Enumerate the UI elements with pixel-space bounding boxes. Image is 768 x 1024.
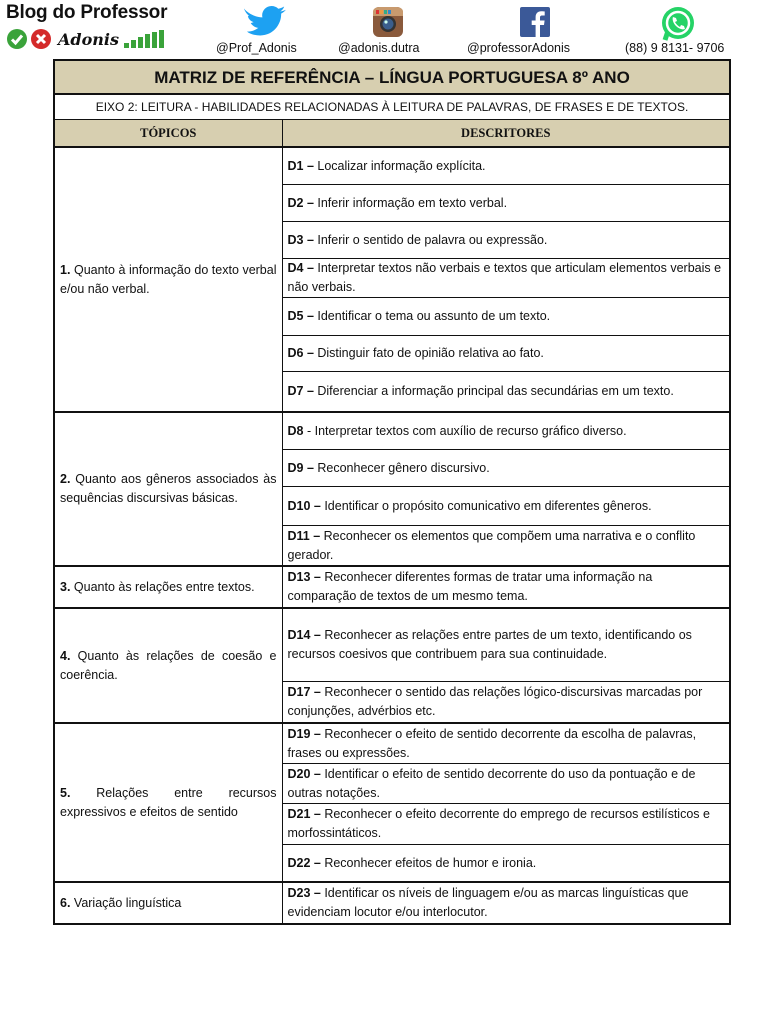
- descriptor-cell: [282, 845, 730, 883]
- descriptor-text: Inferir o sentido de palavra ou expressão.: [313, 232, 548, 247]
- descriptor-text: Identificar o tema ou assunto de um texto.: [313, 309, 551, 323]
- descriptor-code: D20 –: [287, 766, 321, 781]
- descriptor-text: Reconhecer o efeito de sentido decorrente da escolha de palavras, frases ou expressões.: [287, 726, 697, 760]
- descriptor-cell: [282, 450, 730, 487]
- descriptor-text: Reconhecer diferentes formas de tratar uma informação na comparação de textos de um mesmo tema.: [287, 570, 653, 603]
- topic-text: Quanto aos gêneros associados às sequências discursivas básicas.: [60, 472, 277, 505]
- topic-number: 4.: [60, 648, 71, 663]
- topic-text: Quanto às relações de coesão e coerência.: [60, 648, 277, 682]
- descriptor-code: D19 –: [287, 726, 321, 741]
- topic-number: 2.: [60, 472, 71, 486]
- descriptor-text: Reconhecer efeitos de humor e ironia.: [320, 855, 537, 870]
- table-row: [54, 882, 730, 924]
- descriptor-code: D23 –: [287, 886, 321, 900]
- topic-number: 1.: [60, 262, 71, 277]
- topic-text: Relações entre recursos expressivos e efeitos de sentido: [60, 785, 277, 819]
- descriptor-cell: [282, 764, 730, 804]
- descriptor-text: Reconhecer o sentido das relações lógico-discursivas marcadas por conjunções, advérbios etc.: [287, 685, 703, 718]
- table-row: [54, 566, 730, 608]
- check-icon: [6, 28, 28, 50]
- descriptor-text: Identificar o propósito comunicativo em diferentes gêneros.: [320, 498, 652, 513]
- descriptor-code: D14 –: [287, 628, 321, 642]
- whatsapp-handle: (88) 9 8131- 9706: [625, 41, 725, 55]
- instagram-icon: [372, 6, 404, 38]
- descriptor-cell: [282, 222, 730, 259]
- descriptor-cell: [282, 804, 730, 845]
- topic-cell: [54, 147, 282, 412]
- table-row: [54, 412, 730, 450]
- descriptor-code: D1 –: [287, 158, 314, 173]
- descriptor-text: Distinguir fato de opinião relativa ao fato.: [313, 346, 544, 360]
- topic-text: Variação linguística: [70, 895, 182, 910]
- document-title: MATRIZ DE REFERÊNCIA – LÍNGUA PORTUGUESA 8º ANO: [54, 60, 730, 94]
- topic-number: 6.: [60, 895, 71, 910]
- descriptor-text: Identificar o efeito de sentido decorrente do uso da pontuação e de outras notações.: [287, 766, 696, 800]
- descriptor-code: D11 –: [287, 528, 321, 543]
- blog-header: [0, 0, 768, 60]
- descriptor-cell: [282, 882, 730, 924]
- descriptor-cell: [282, 185, 730, 222]
- descriptor-text: Identificar os níveis de linguagem e/ou as marcas linguísticas que evidenciam locutor e/ou interlocutor.: [287, 886, 689, 919]
- brand-row: [6, 28, 169, 50]
- topic-cell: [54, 882, 282, 924]
- topics-column-header: TÓPICOS: [54, 120, 282, 148]
- descriptor-cell: [282, 147, 730, 185]
- descriptor-cell: [282, 487, 730, 526]
- descriptor-code: D10 –: [287, 498, 321, 513]
- descriptor-text: Reconhecer o efeito decorrente do emprego de recursos estilísticos e morfossintáticos.: [287, 807, 710, 840]
- descriptor-text: Reconhecer os elementos que compõem uma narrativa e o conflito gerador.: [287, 528, 696, 562]
- cross-icon: [30, 28, 52, 50]
- whatsapp-icon: [660, 6, 696, 42]
- eixo-description: EIXO 2: LEITURA - HABILIDADES RELACIONADAS À LEITURA DE PALAVRAS, DE FRASES E DE TEXTOS.: [54, 94, 730, 120]
- descriptor-cell: [282, 566, 730, 608]
- table-row: [54, 608, 730, 682]
- descriptor-cell: [282, 298, 730, 336]
- topic-cell: [54, 608, 282, 723]
- topic-cell: [54, 412, 282, 566]
- descriptor-cell: [282, 372, 730, 413]
- descriptor-code: D8: [287, 423, 304, 438]
- facebook-icon: [519, 6, 551, 38]
- descriptor-cell: [282, 526, 730, 567]
- title-row: [54, 60, 730, 94]
- descriptor-code: D4 –: [287, 261, 314, 275]
- reference-matrix-table: [53, 59, 731, 925]
- descriptor-text: Reconhecer as relações entre partes de um texto, identificando os recursos coesivos que contribuem para sua continuidade.: [287, 628, 692, 661]
- table-row: [54, 723, 730, 764]
- descriptor-cell: [282, 682, 730, 724]
- topic-cell: [54, 566, 282, 608]
- descriptor-text: Interpretar textos não verbais e textos que articulam elementos verbais e não verbais.: [287, 261, 722, 294]
- descriptor-cell: [282, 336, 730, 372]
- brand-name: Adonis: [58, 29, 119, 49]
- topic-cell: [54, 723, 282, 882]
- descriptor-code: D2 –: [287, 195, 314, 210]
- twitter-handle: @Prof_Adonis: [216, 41, 297, 55]
- descriptor-code: D13 –: [287, 570, 321, 584]
- descriptor-code: D5 –: [287, 309, 314, 323]
- eixo-row: [54, 94, 730, 120]
- descriptor-code: D3 –: [287, 232, 314, 247]
- descriptor-text: Localizar informação explícita.: [313, 158, 486, 173]
- table-row: [54, 147, 730, 185]
- topic-number: 5.: [60, 785, 71, 800]
- descriptor-code: D6 –: [287, 346, 314, 360]
- facebook-handle: @professorAdonis: [467, 41, 571, 55]
- descriptor-code: D21 –: [287, 807, 321, 821]
- descriptor-text: Diferenciar a informação principal das secundárias em um texto.: [313, 384, 674, 398]
- topic-text: Quanto às relações entre textos.: [70, 579, 255, 594]
- blog-title: Blog do Professor: [6, 2, 168, 23]
- descriptor-cell: [282, 259, 730, 298]
- descriptor-code: D17 –: [287, 685, 321, 699]
- signal-bars-icon: [123, 29, 169, 49]
- descriptor-cell: [282, 723, 730, 764]
- twitter-icon: [244, 6, 288, 38]
- descriptor-code: D7 –: [287, 384, 314, 398]
- instagram-handle: @adonis.dutra: [338, 41, 420, 55]
- descriptor-code: D22 –: [287, 855, 321, 870]
- descriptors-column-header: DESCRITORES: [282, 120, 730, 148]
- descriptor-text: Reconhecer gênero discursivo.: [313, 460, 490, 475]
- column-header-row: [54, 120, 730, 148]
- descriptor-cell: [282, 608, 730, 682]
- topic-number: 3.: [60, 579, 71, 594]
- topic-text: Quanto à informação do texto verbal e/ou não verbal.: [60, 262, 277, 296]
- descriptor-text: - Interpretar textos com auxílio de recurso gráfico diverso.: [303, 423, 627, 438]
- descriptor-cell: [282, 412, 730, 450]
- descriptor-code: D9 –: [287, 460, 314, 475]
- descriptor-text: Inferir informação em texto verbal.: [313, 195, 508, 210]
